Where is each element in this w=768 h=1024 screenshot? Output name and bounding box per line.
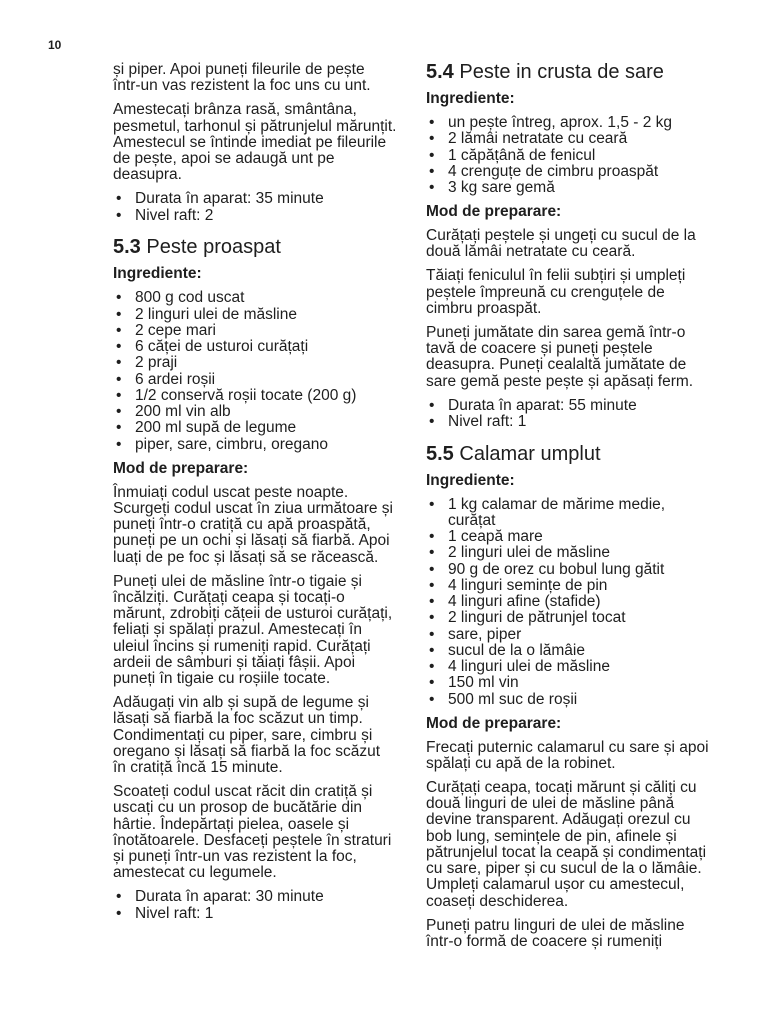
text-line: mărunt, zdrobiți cățeii de usturoi curățați,	[113, 605, 393, 622]
ingredient-item-text: • 90 g de orez cu bobul lung gătit	[448, 560, 665, 578]
text-line: în cratiță încă 15 minute.	[113, 759, 283, 776]
text-line: Tăiați feniculul în felii subțiri și umpleți	[426, 267, 686, 285]
method-label: Mod de preparare:	[113, 459, 249, 477]
ingredient-item-text: • 800 g cod uscat	[135, 289, 245, 307]
text-line: deasupra. Puneți cealaltă jumătate de	[426, 356, 687, 374]
detail-item	[135, 208, 398, 224]
ingredient-item	[448, 131, 721, 147]
text-line: Curățați peștele și ungeți cu sucul de la	[426, 227, 696, 244]
detail-item	[135, 191, 398, 207]
text-line: feliați și spălați prazul. Amestecați în	[113, 621, 362, 639]
text-line: pesmetul, tarhonul și pătrunjelul mărunțit.	[113, 117, 397, 135]
ingredient-item-text: • 2 linguri ulei de măsline	[135, 305, 297, 323]
method-paragraphs	[426, 228, 721, 390]
paragraph	[426, 780, 721, 910]
text-line: spălați cu apă de la robinet.	[426, 754, 616, 772]
ingredient-item	[135, 307, 398, 323]
text-line: încălziți. Curățați ceapa și tocați-o	[113, 588, 345, 606]
ingredient-item-text: • 6 căței de usturoi curățați	[135, 338, 309, 355]
right-column	[426, 49, 721, 958]
text-line: bob lung, semințele de pin, afinele și	[426, 827, 677, 845]
ingredient-item	[448, 164, 721, 180]
ingredient-item	[448, 594, 721, 610]
ingredient-item-text: • 2 linguri ulei de măsline	[448, 544, 610, 562]
section-number: 5.3	[113, 236, 141, 259]
detail-item	[135, 906, 398, 922]
paragraph	[426, 325, 721, 390]
ingredient-item-text: • sare, piper	[448, 625, 522, 643]
text-line: Scurgeți codul uscat în ziua următoare și	[113, 499, 393, 517]
text-line: Înmuiați codul uscat peste noapte.	[113, 483, 349, 501]
text-line: coaseți deschiderea.	[426, 892, 569, 910]
text-line: amestecat cu legumele.	[113, 864, 277, 882]
section-title: Peste proaspat	[146, 236, 281, 259]
ingredient-item	[448, 643, 721, 659]
ingredient-item-text: • 3 kg sare gemă	[448, 179, 555, 196]
text-line: Puneți patru linguri de ulei de măsline	[426, 916, 685, 934]
method-label: Mod de preparare:	[426, 203, 562, 220]
text-line: hârtie. Îndepărtați pielea, oasele și	[113, 815, 350, 833]
detail-item-text: • Durata în aparat: 55 minute	[448, 396, 637, 414]
ingredient-item-text: • 1 căpățână de fenicul	[448, 146, 596, 164]
details-list	[113, 889, 398, 922]
text-line: Adăugați vin alb și supă de legume și	[113, 694, 369, 711]
ingredient-item-text: • sucul de la o lămâie	[448, 641, 585, 659]
ingredient-item-text: • piper, sare, cimbru, oregano	[135, 435, 328, 453]
paragraph	[113, 574, 398, 688]
paragraph	[113, 102, 398, 183]
recipe-5-5	[426, 443, 721, 951]
text-line: înotătoarele. Desfaceți peștele în straturi	[113, 831, 392, 849]
paragraph	[426, 918, 721, 951]
paragraph	[113, 784, 398, 882]
detail-item-text: • Durata în aparat: 30 minute	[135, 888, 324, 906]
paragraph	[426, 740, 721, 773]
ingredients-label: Ingrediente:	[426, 90, 515, 107]
text-line: uscați cu un prosop de bucătărie din	[113, 799, 363, 817]
ingredient-item	[135, 290, 398, 306]
section-heading	[426, 443, 721, 465]
ingredient-list	[426, 115, 721, 196]
text-line: deasupra.	[113, 166, 182, 184]
ingredient-item	[448, 115, 721, 131]
ingredient-list	[113, 290, 398, 453]
ingredient-item	[448, 659, 721, 675]
detail-item-text: • Durata în aparat: 35 minute	[135, 190, 324, 208]
ingredient-item	[448, 610, 721, 626]
ingredient-item	[448, 529, 721, 545]
section-number: 5.5	[426, 442, 454, 465]
ingredient-item	[135, 323, 398, 339]
text-line: Puneți ulei de măsline într-o tigaie și	[113, 572, 362, 590]
details-list	[113, 191, 398, 224]
ingredient-item	[448, 675, 721, 691]
ingredient-item-text: • 150 ml vin	[448, 674, 519, 692]
ingredients-label: Ingrediente:	[113, 265, 202, 283]
ingredient-item-text: • 200 ml vin alb	[135, 403, 231, 420]
ingredient-item-text: • 4 linguri semințe de pin	[448, 576, 608, 594]
ingredient-item	[448, 180, 721, 196]
ingredient-item	[135, 404, 398, 420]
text-line: Amestecați brânza rasă, smântâna,	[113, 101, 357, 119]
detail-item	[448, 398, 721, 414]
detail-item-text: • Nivel raft: 2	[135, 206, 214, 224]
text-line: sare gemă peste pește și apăsați ferm.	[426, 372, 694, 390]
text-line: oregano și lăsați să fiarbă la foc scăzut	[113, 742, 381, 760]
text-line: puneți pe un ochi și lăsați să fiarbă. Apoi	[113, 532, 390, 550]
section-title: Calamar umplut	[459, 442, 601, 465]
ingredient-item	[448, 692, 721, 708]
detail-item	[135, 889, 398, 905]
details-list	[426, 398, 721, 431]
ingredient-item-text: • 200 ml supă de legume	[135, 419, 297, 437]
text-line: cimbru proaspăt.	[426, 299, 542, 317]
ingredient-item	[448, 627, 721, 643]
paragraph	[113, 62, 398, 95]
text-line: Amestecul se întinde imediat pe fileurile	[113, 133, 387, 151]
text-line: într-o formă de coacere și rumeniți	[426, 932, 663, 950]
ingredient-item-text: • 1 kg calamar de mărime medie, curățat	[448, 495, 666, 529]
method-paragraphs	[113, 485, 398, 882]
text-line: Scoateți codul uscat răcit din cratiță și	[113, 783, 373, 800]
left-column	[113, 62, 398, 930]
ingredient-item-text: • 1 ceapă mare	[448, 528, 543, 545]
text-line: și puneți într-un vas rezistent la foc,	[113, 848, 357, 865]
ingredient-item	[135, 388, 398, 404]
text-line: într-un vas rezistent la foc uns cu unt.	[113, 77, 371, 95]
text-line: tavă de coacere și puneți peștele	[426, 340, 653, 357]
text-line: pătrunjelul tocat la ceapă și condimentați	[426, 843, 707, 861]
text-line: două lămâi netratate cu ceară.	[426, 243, 636, 261]
ingredient-item-text: • 2 linguri de pătrunjel tocat	[448, 609, 626, 627]
ingredient-item-text: • 4 linguri afine (stafide)	[448, 593, 601, 610]
section-number: 5.4	[426, 61, 454, 83]
text-line: și piper. Apoi puneți fileurile de pește	[113, 61, 365, 78]
text-line: ardeii de sâmburi și tăiați fâșii. Apoi	[113, 653, 356, 671]
text-line: lăsați să fiarbă la foc scăzut un timp.	[113, 710, 363, 728]
ingredient-item	[135, 420, 398, 436]
text-line: puneți în tigaie cu roșiile tocate.	[113, 670, 331, 687]
ingredient-item-text: • 6 ardei roșii	[135, 370, 216, 388]
paragraph	[426, 268, 721, 317]
paragraph	[113, 695, 398, 776]
text-line: Curățați ceapa, tocați mărunt și căliți cu	[426, 778, 697, 796]
ingredient-item	[135, 339, 398, 355]
ingredient-item-text: • 2 praji	[135, 354, 178, 372]
text-line: de pește, apoi se adaugă unt pe	[113, 150, 335, 167]
section-heading	[426, 61, 721, 83]
section-title: Peste in crusta de sare	[459, 61, 664, 83]
ingredient-item-text: • 1/2 conservă roșii tocate (200 g)	[135, 386, 357, 404]
text-line: cu sare, piper și cu sucul de la o lămâie.	[426, 860, 702, 877]
recipe-continuation	[113, 62, 398, 224]
ingredients-label: Ingrediente:	[426, 471, 515, 489]
ingredient-item	[448, 148, 721, 164]
text-line: Condimentați cu piper, sare, cimbru și	[113, 726, 373, 744]
paragraph	[113, 485, 398, 566]
method-label: Mod de preparare:	[426, 714, 562, 732]
page-number: 10	[48, 38, 62, 52]
ingredient-item	[135, 437, 398, 453]
text-line: Puneți jumătate din sarea gemă într-o	[426, 323, 686, 341]
ingredient-item-text: • 4 linguri ulei de măsline	[448, 658, 610, 675]
section-heading	[113, 236, 398, 258]
text-line: puneți într-o cratiță cu apă proaspătă,	[113, 516, 371, 533]
detail-item	[448, 414, 721, 430]
continuation-paragraphs	[113, 62, 398, 184]
ingredient-item-text: • un pește întreg, aprox. 1,5 - 2 kg	[448, 114, 673, 131]
text-line: peștele împreună cu crenguțele de	[426, 283, 665, 301]
ingredient-list	[426, 497, 721, 708]
ingredient-item-text: • 2 cepe mari	[135, 321, 216, 339]
text-line: Frecați puternic calamarul cu sare și apoi	[426, 738, 709, 756]
ingredient-item	[448, 497, 721, 530]
ingredient-item-text: • 4 crenguțe de cimbru proaspăt	[448, 162, 659, 180]
recipe-5-4	[426, 61, 721, 430]
detail-item-text: • Nivel raft: 1	[135, 904, 214, 922]
ingredient-item	[448, 562, 721, 578]
ingredient-item	[448, 545, 721, 561]
text-line: devine transparent. Adăugați orezul cu	[426, 811, 691, 829]
ingredient-item-text: • 500 ml suc de roșii	[448, 690, 578, 708]
ingredient-item	[448, 578, 721, 594]
recipe-5-3	[113, 236, 398, 922]
ingredient-item	[135, 372, 398, 388]
text-line: două linguri de ulei de măsline până	[426, 795, 675, 812]
ingredient-item-text: • 2 lămâi netratate cu ceară	[448, 130, 628, 148]
detail-item-text: • Nivel raft: 1	[448, 412, 527, 430]
paragraph	[426, 228, 721, 261]
text-line: Umpleți calamarul ușor cu amestecul,	[426, 876, 685, 894]
text-line: uleiul încins și rumeniți rapid. Curățați	[113, 637, 371, 655]
text-line: luați de pe foc și lăsați să se răcească.	[113, 548, 379, 566]
method-paragraphs	[426, 740, 721, 951]
ingredient-item	[135, 355, 398, 371]
